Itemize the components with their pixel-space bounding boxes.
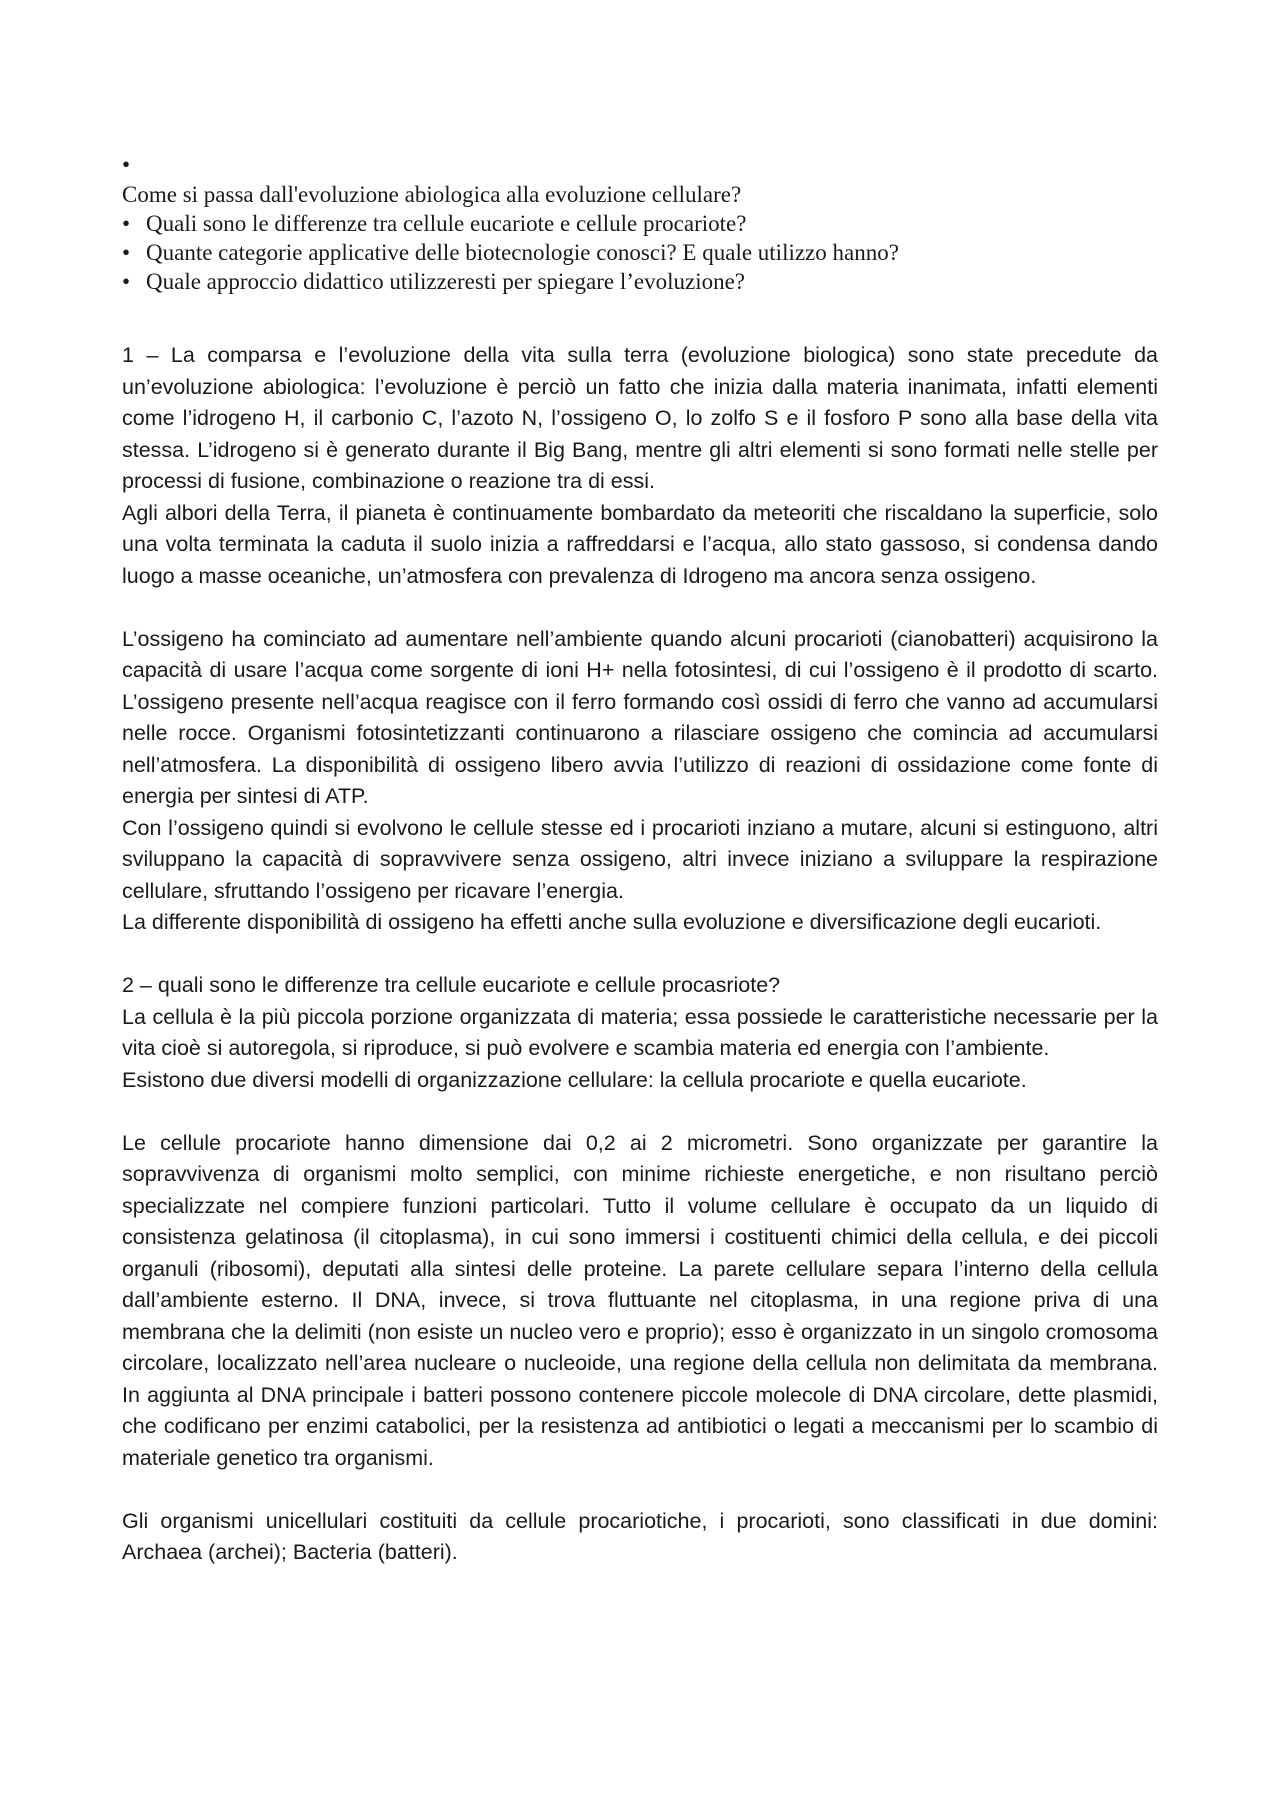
question-text: Quante categorie applicative delle biotecnologie conosci? E quale utilizzo hanno? (146, 240, 899, 265)
paragraph-gap (122, 1096, 1158, 1128)
answer-1-paragraph-1: 1 – La comparsa e l’evoluzione della vita sulla terra (evoluzione biologica) sono state precedute da un’evoluzione abiologica: l’evoluzione è perciò un fatto che inizia dalla materia inanimata, infatti elementi come l’idrogeno H, il carbonio C, l’azoto N, l’ossigeno O, lo zolfo S e il fosforo P sono alla base della vita stessa. L’idrogeno si è generato durante il Big Bang, mentre gli altri elementi si sono formati nelle stelle per processi di fusione, combinazione o reazione tra di essi. (122, 343, 1158, 493)
question-1 (122, 180, 1162, 209)
bullet-icon: • (122, 211, 131, 236)
answer-2-heading: 2 – quali sono le differenze tra cellule eucariote e cellule procasriote? (122, 973, 781, 997)
answer-2-paragraph-3: Le cellule procariote hanno dimensione dai 0,2 ai 2 micrometri. Sono organizzate per garantire la sopravvivenza di organismi molto semplici, con minime richieste energetiche, e non risultano perciò specializzate nel compiere funzioni particolari. Tutto il volume cellulare è occupato da un liquido di consistenza gelatinosa (il citoplasma), in cui sono immersi i costituenti chimici della cellula, e dei piccoli organuli (ribosomi), deputati alla sintesi delle proteine. La parete cellulare separa l’interno della cellula dall’ambiente esterno. Il DNA, invece, si trova fluttuante nel citoplasma, in una regione priva di una membrana che la delimiti (non esiste un nucleo vero e proprio); esso è organizzato in un singolo cromosoma circolare, localizzato nell’area nucleare o nucleoide, una regione della cellula non delimitata da membrana. In aggiunta al DNA principale i batteri possono contenere piccole molecole di DNA circolare, dette plasmidi, che codificano per enzimi catabolici, per la resistenza ad antibiotici o legati a meccanismi per lo scambio di materiale genetico tra organismi. (122, 1130, 1158, 1470)
answer-1-paragraph-2: Agli albori della Terra, il pianeta è continuamente bombardato da meteoriti che riscaldano la superficie, solo una volta terminata la caduta il suolo inizia a raffreddarsi e l’acqua, allo stato gassoso, si condensa dando luogo a masse oceaniche, un’atmosfera con prevalenza di Idrogeno ma ancora senza ossigeno. (122, 500, 1158, 588)
answer-1-paragraph-3: L’ossigeno ha cominciato ad aumentare nell’ambiente quando alcuni procarioti (cianobatteri) acquisirono la capacità di usare l’acqua come sorgente di ioni H+ nella fotosintesi, di cui l’ossigeno è il prodotto di scarto. L’ossigeno presente nell’acqua reagisce con il ferro formando così ossidi di ferro che vanno ad accumularsi nelle rocce. Organismi fotosintetizzanti continuarono a rilasciare ossigeno che comincia ad accumularsi nell’atmosfera. La disponibilità di ossigeno libero avvia l’utilizzo di reazioni di ossidazione come fonte di energia per sintesi di ATP. (122, 626, 1158, 808)
answer-1-paragraph-5: La differente disponibilità di ossigeno ha effetti anche sulla evoluzione e diversificazione degli eucarioti. (122, 910, 1102, 934)
question-text: Come si passa dall'evoluzione abiologica alla evoluzione cellulare? (122, 182, 742, 207)
paragraph-gap (122, 939, 1158, 971)
answer-2-paragraph-2: Esistono due diversi modelli di organizzazione cellulare: la cellula procariote e quella eucariote. (122, 1067, 1027, 1092)
questions-list (122, 150, 1162, 296)
question-2 (122, 209, 1162, 238)
bullet-icon: • (122, 240, 131, 265)
bullet-icon: • (122, 269, 131, 294)
question-4 (122, 267, 1162, 296)
answer-2-paragraph-1: La cellula è la più piccola porzione organizzata di materia; essa possiede le caratteristiche necessarie per la vita cioè si autoregola, si riproduce, si può evolvere e scambia materia ed energia con l’ambiente. (122, 1004, 1158, 1060)
answers-body (122, 340, 1158, 1569)
answer-2-paragraph-4: Gli organismi unicellulari costituiti da cellule procariotiche, i procarioti, sono classificati in due domini: Archaea (archei); Bacteria (batteri). (122, 1508, 1158, 1564)
answer-1-paragraph-4: Con l’ossigeno quindi si evolvono le cellule stesse ed i procarioti inziano a mutare, alcuni si estinguono, altri sviluppano la capacità di sopravvivere senza ossigeno, altri invece iniziano a sviluppare la respirazione cellulare, sfruttando l’ossigeno per ricavare l’energia. (122, 815, 1158, 903)
bullet-icon: • (122, 152, 131, 177)
question-3 (122, 238, 1162, 267)
lead-bullet (122, 150, 1162, 180)
question-text: Quale approccio didattico utilizzeresti per spiegare l’evoluzione? (146, 269, 746, 294)
question-text: Quali sono le differenze tra cellule eucariote e cellule procariote? (146, 211, 747, 236)
paragraph-gap (122, 592, 1158, 624)
paragraph-gap (122, 1474, 1158, 1506)
